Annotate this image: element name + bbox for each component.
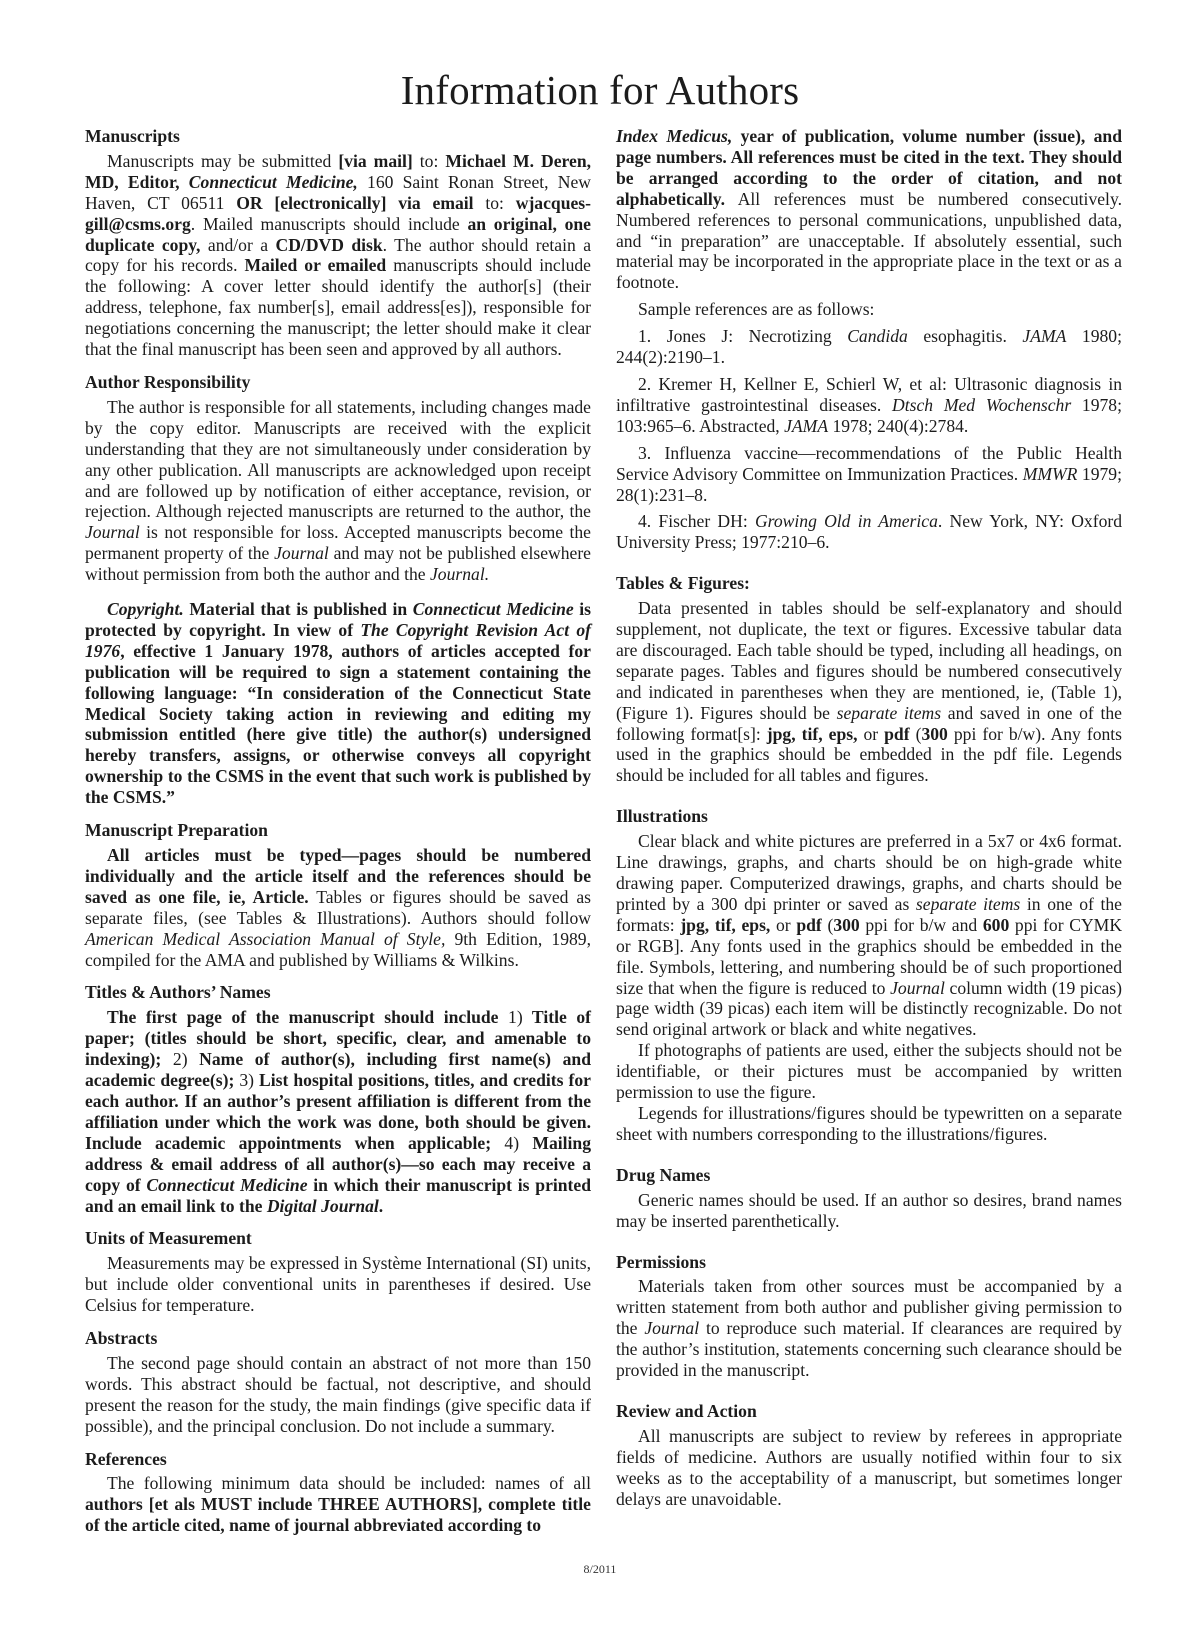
section-heading-manuscripts: Manuscripts <box>85 126 180 146</box>
copyright-paragraph: Copyright. Material that is published in Connecticut Medicine is protected by copyright. In view of The Copyright Revision Act of 1976, effective 1 January 1978, authors of articles accepted for publication will be required to sign a statement containing the following language: “In consideration of the Connecticut State Medical Society taking action in reviewing and editing my submission entitled (here give title) the author(s) undersigned hereby transfers, assigns, or otherwise conveys all copyright ownership to the CSMS in the event that such work is published by the CSMS.” <box>85 599 591 808</box>
section-heading-titles-authors: Titles & Authors’ Names <box>85 982 271 1003</box>
illustrations-paragraph-3: Legends for illustrations/figures should be typewritten on a separate sheet with numbers corresponding to the illustrations/figures. <box>616 1102 1122 1144</box>
references-paragraph-start: The following minimum data should be included: names of all authors [et als MUST include THREE AUTHORS], complete title of the article cited, name of journal abbreviated according to <box>85 1473 591 1536</box>
illustrations-paragraph-2: If photographs of patients are used, either the subjects should not be identifiable, or their pictures must be accompanied by written permission to use the figure. <box>616 1040 1122 1103</box>
section-heading-references: References <box>85 1448 167 1469</box>
sample-references-label: Sample references are as follows: <box>638 299 875 320</box>
right-column <box>616 126 1122 1509</box>
titles-authors-paragraph: The first page of the manuscript should include 1) Title of paper; (titles should be short, specific, clear, and amenable to indexing); 2) Name of author(s), including first name(s) and academic degree(s); 3) List hospital positions, titles, and credits for each author. If an author’s present affiliation is different from the affiliation under which the work was done, both should be given. Include academic appointments when applicable; 4) Mailing address & email address of all author(s)—so each may receive a copy of Connecticut Medicine in which their manuscript is printed and an email link to the Digital Journal. <box>85 1007 592 1216</box>
permissions-paragraph: Materials taken from other sources must be accompanied by a written statement from both author and publisher giving permission to the Journal to reproduce such material. If clearances are required by the author’s institution, statements concerning such clearance should be provided in the manuscript. <box>616 1276 1122 1381</box>
page-title: Information for Authors <box>400 67 800 113</box>
reference-item: 2. Kremer H, Kellner E, Schierl W, et al: Ultrasonic diagnosis in infiltrative gastrointestinal diseases. Dtsch Med Wochenschr 1978; 103:965–6. Abstracted, JAMA 1978; 240(4):2784. <box>616 373 1122 436</box>
section-heading-author-responsibility: Author Responsibility <box>85 371 251 392</box>
illustrations-paragraph: Clear black and white pictures are preferred in a 5x7 or 4x6 format. Line drawings, graphs, and charts should be on high-grade white drawing paper. Computerized drawings, graphs, and charts should be printed by a 300 dpi printer or saved as separate items in one of the formats: jpg, tif, eps, or pdf (300 ppi for b/w and 600 ppi for CYMK or RGB]. Any fonts used in the graphics should be embedded in the file. Symbols, lettering, and numbering should be of such proportioned size that when the figure is reduced to Journal column width (19 picas) page width (39 picas) each item will be distinctly recognizable. Do not send original artwork or black and white negatives. <box>616 831 1123 1040</box>
references-paragraph-continued: Index Medicus, year of publication, volume number (issue), and page numbers. All references must be cited in the text. They should be arranged according to the order of citation, and not alphabetically. All references must be numbered consecutively. Numbered references to personal communications, unpublished data, and “in preparation” are unacceptable. If absolutely essential, such material may be incorporated in the appropriate place in the text or as a footnote. <box>616 126 1122 293</box>
section-heading-tables-figures: Tables & Figures: <box>616 573 750 594</box>
manuscripts-paragraph: Manuscripts may be submitted [via mail] to: Michael M. Deren, MD, Editor, Connecticut Medicine, 160 Saint Ronan Street, New Haven, CT 06511 OR [electronically] via email to: wjacques-gill@csms.org. Mailed manuscripts should include an original, one duplicate copy, and/or a CD/DVD disk. The author should retain a copy for his records. Mailed or emailed manuscripts should include the following: A cover letter should identify the author[s] (their address, telephone, fax number[s], email address[es]), responsible for negotiations concerning the manuscript; the letter should make it clear that the final manuscript has been seen and approved by all authors. <box>85 150 592 360</box>
section-heading-permissions: Permissions <box>616 1251 706 1272</box>
reference-item: 4. Fischer DH: Growing Old in America. New York, NY: Oxford University Press; 1977:210–6. <box>616 511 1123 553</box>
manuscript-preparation-paragraph: All articles must be typed—pages should be numbered individually and the article itself and the references should be saved as one file, ie, Article. Tables or figures should be saved as separate files, (see Tables & Illustrations). Authors should follow American Medical Association Manual of Style, 9th Edition, 1989, compiled for the AMA and published by Williams & Wilkins. <box>85 845 591 970</box>
section-heading-drug-names: Drug Names <box>616 1164 711 1185</box>
reference-item: 3. Influenza vaccine—recommendations of the Public Health Service Advisory Committee on Immunization Practices. MMWR 1979; 28(1):231–8. <box>616 442 1122 505</box>
left-column <box>85 126 591 1536</box>
author-responsibility-paragraph: The author is responsible for all statements, including changes made by the copy editor. Manuscripts are received with the explicit understanding that they are not simultaneously under consideration by any other publication. All manuscripts are acknowledged upon receipt and are followed up by notification of either acceptance, revision, or rejection. Although rejected manuscripts are returned to the author, the Journal is not responsible for loss. Accepted manuscripts become the permanent property of the Journal and may not be published elsewhere without permission from both the author and the Journal. <box>85 396 591 585</box>
section-heading-review: Review and Action <box>616 1400 757 1421</box>
tables-figures-paragraph: Data presented in tables should be self-explanatory and should supplement, not duplicate, the text or figures. Excessive tabular data are discouraged. Each table should be typed, including all headings, on separate pages. Tables and figures should be numbered consecutively and indicated in parentheses when they are mentioned, ie, (Table 1), (Figure 1). Figures should be separate items and saved in one of the following format[s]: jpg, tif, eps, or pdf (300 ppi for b/w). Any fonts used in the graphics should be embedded in the pdf file. Legends should be included for all tables and figures. <box>616 598 1123 786</box>
section-heading-abstracts: Abstracts <box>85 1328 158 1349</box>
abstracts-paragraph: The second page should contain an abstract of not more than 150 words. This abstract should be factual, not descriptive, and should present the reason for the study, the main findings (give specific data if possible), and the principal conclusion. Do not include a summary. <box>85 1352 591 1436</box>
section-heading-manuscript-preparation: Manuscript Preparation <box>85 820 268 841</box>
drug-names-paragraph: Generic names should be used. If an author so desires, brand names may be inserted parenthetically. <box>616 1189 1122 1231</box>
reference-item: 1. Jones J: Necrotizing Candida esophagitis. JAMA 1980; 244(2):2190–1. <box>616 326 1122 368</box>
units-paragraph: Measurements may be expressed in Système International (SI) units, but include older conventional units in parentheses if desired. Use Celsius for temperature. <box>85 1253 591 1316</box>
email-link[interactable]: wjacques-gill@csms.org <box>85 192 591 234</box>
review-paragraph: All manuscripts are subject to review by referees in appropriate fields of medicine. Authors are usually notified within four to six weeks as to the acceptability of a manuscript, but sometimes longer delays are unavoidable. <box>616 1425 1122 1509</box>
section-heading-illustrations: Illustrations <box>616 806 708 827</box>
page-footer-date: 8/2011 <box>583 1562 617 1576</box>
section-heading-units: Units of Measurement <box>85 1228 252 1249</box>
